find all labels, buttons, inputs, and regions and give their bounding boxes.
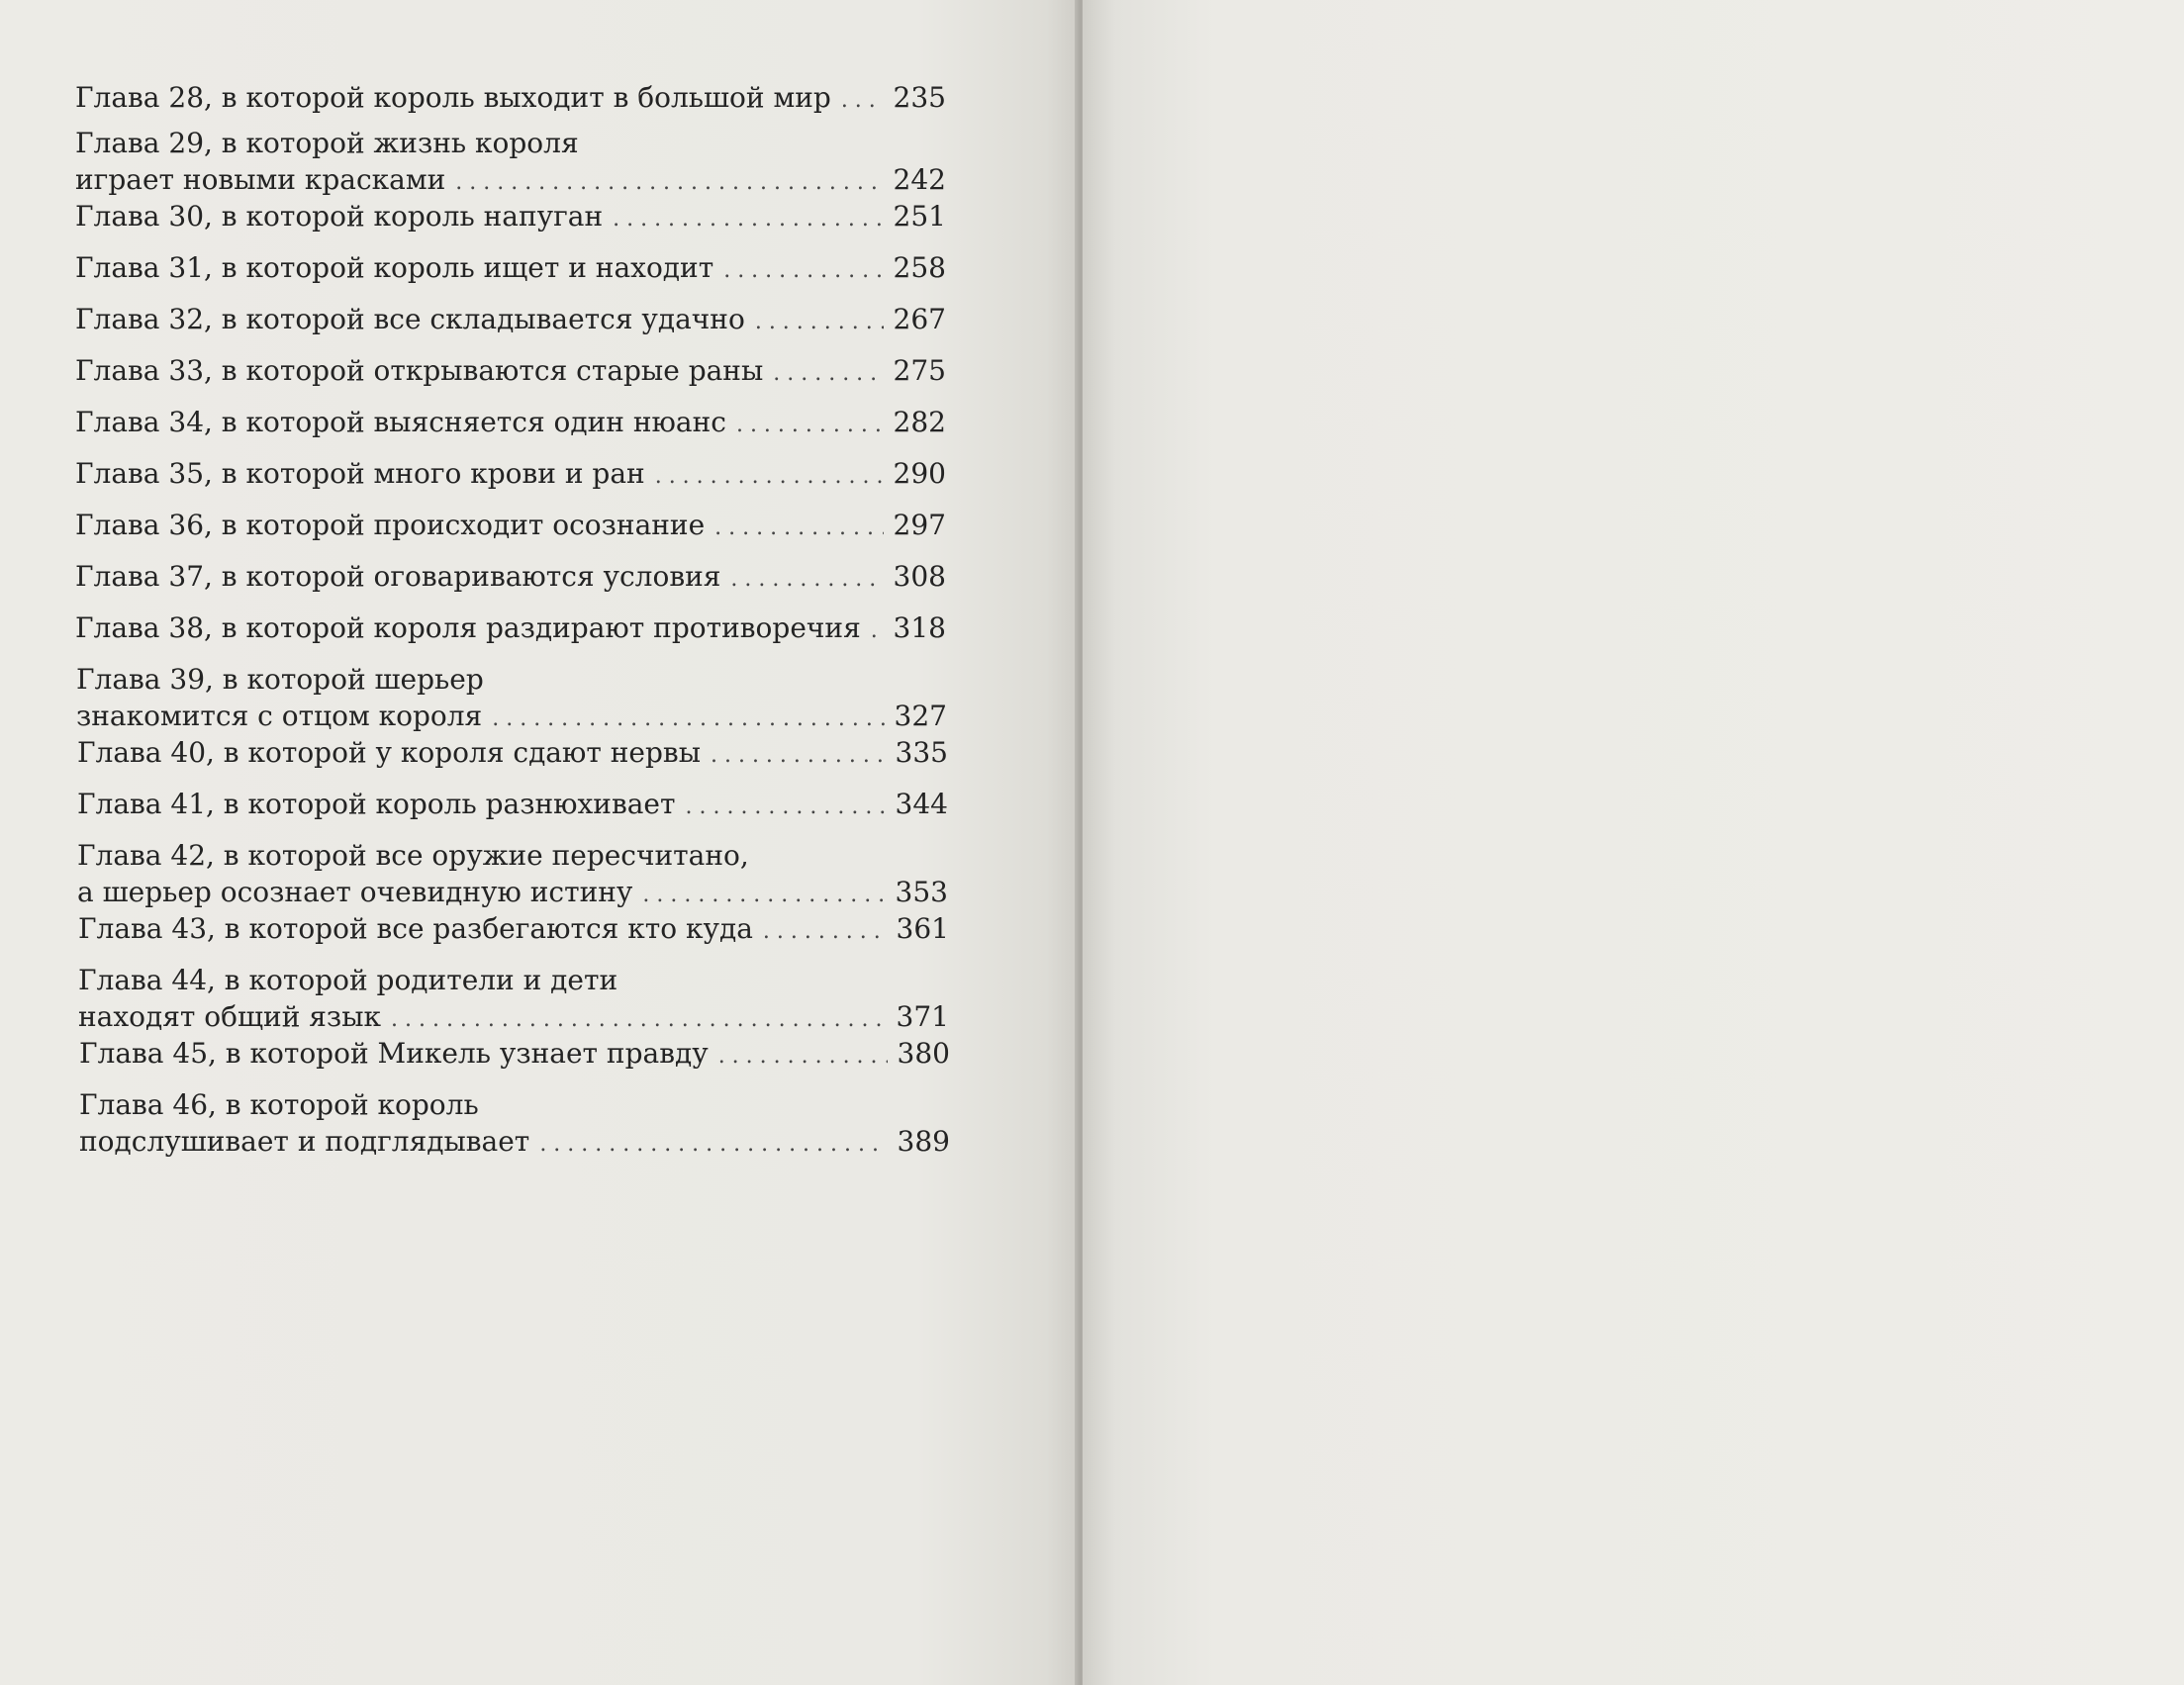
page-number: 371 <box>896 1000 949 1033</box>
dot-leader <box>718 1038 888 1075</box>
page-number: 297 <box>893 509 946 541</box>
toc-entry-line <box>75 161 946 201</box>
dot-leader <box>539 1126 887 1163</box>
toc-entry-line <box>75 352 946 392</box>
toc-entry <box>75 249 946 289</box>
chapter-title: Глава 44, в которой родители и дети <box>78 964 618 996</box>
dot-leader <box>841 82 884 119</box>
toc-entry-line <box>79 1086 950 1123</box>
chapter-title: подслушивает и подглядывает <box>79 1125 530 1158</box>
toc-entry <box>77 734 948 774</box>
toc-entry <box>75 79 946 119</box>
page-number: 242 <box>893 163 946 196</box>
page-number: 353 <box>895 876 948 908</box>
dot-leader <box>736 407 884 443</box>
toc-entry <box>78 910 949 950</box>
chapter-title: Глава 43, в которой все разбегаются кто куда <box>78 912 753 945</box>
right-page <box>1083 0 2184 1685</box>
chapter-title: Глава 39, в которой шерьер <box>76 663 484 696</box>
dot-leader <box>642 877 885 913</box>
toc-entry <box>78 962 949 1038</box>
toc-entry-line <box>77 874 948 913</box>
toc-entry-line <box>75 79 946 119</box>
dot-leader <box>711 737 886 774</box>
toc-entry-line <box>75 125 946 161</box>
toc-entry-line <box>75 455 946 495</box>
dot-leader <box>492 701 884 737</box>
chapter-title: Глава 40, в которой у короля сдают нервы <box>77 736 701 769</box>
toc-entry <box>75 198 946 237</box>
chapter-title: Глава 46, в которой король <box>79 1088 479 1121</box>
toc-entry-line <box>79 1123 950 1163</box>
chapter-title: Глава 38, в которой короля раздирают противоречия <box>75 611 861 644</box>
dot-leader <box>391 1001 887 1038</box>
chapter-title: Глава 41, в которой король разнюхивает <box>77 788 676 820</box>
toc-entry <box>77 837 948 913</box>
page-number: 361 <box>896 912 949 945</box>
toc-entry-line <box>77 837 948 874</box>
toc-entry <box>75 301 946 340</box>
toc-entry <box>75 507 946 546</box>
toc-entry <box>77 786 948 825</box>
toc-entry-line <box>75 249 946 289</box>
chapter-title: Глава 33, в которой открываются старые раны <box>75 354 764 387</box>
toc-entry-line <box>75 198 946 237</box>
toc-entry-line <box>75 507 946 546</box>
page-number: 235 <box>893 81 946 114</box>
toc-entry-line <box>75 301 946 340</box>
page-number: 389 <box>897 1125 950 1158</box>
toc-entry <box>75 455 946 495</box>
toc-entry-line <box>77 786 948 825</box>
dot-leader <box>686 789 886 825</box>
toc-entry-line <box>75 609 946 649</box>
toc-entry-line <box>77 734 948 774</box>
toc-entry-line <box>75 404 946 443</box>
page-number: 251 <box>893 200 946 233</box>
toc-entry <box>75 558 946 598</box>
chapter-title: Глава 31, в которой король ищет и находит <box>75 251 714 284</box>
toc-entry-line <box>78 998 949 1038</box>
toc-entry <box>75 125 946 201</box>
dot-leader <box>723 252 883 289</box>
chapter-title: Глава 36, в которой происходит осознание <box>75 509 706 541</box>
toc-entry-line <box>78 910 949 950</box>
chapter-title: Глава 29, в которой жизнь короля <box>75 127 579 159</box>
toc-entry-line <box>75 558 946 598</box>
page-number: 267 <box>893 303 946 335</box>
toc-entry-line <box>76 698 947 737</box>
chapter-title: а шерьер осознает очевидную истину <box>77 876 633 908</box>
toc-entry-line <box>76 661 947 698</box>
dot-leader <box>714 510 883 546</box>
page-number: 282 <box>893 406 946 438</box>
page-number: 318 <box>893 611 946 644</box>
chapter-title: знакомится с отцом короля <box>76 700 483 732</box>
chapter-title: Глава 35, в которой много крови и ран <box>75 457 645 490</box>
page-number: 258 <box>893 251 946 284</box>
left-page <box>0 0 1079 1685</box>
toc-entry <box>75 609 946 649</box>
page-number: 308 <box>893 560 946 593</box>
dot-leader <box>871 612 884 649</box>
toc-entry <box>75 404 946 443</box>
page-number: 344 <box>895 788 948 820</box>
chapter-title: Глава 37, в которой оговариваются условия <box>75 560 721 593</box>
chapter-title: играет новыми красками <box>75 163 446 196</box>
chapter-title: Глава 34, в которой выясняется один нюанс <box>75 406 726 438</box>
toc-entry <box>75 352 946 392</box>
toc-entry-line <box>78 962 949 998</box>
page-number: 290 <box>893 457 946 490</box>
dot-leader <box>763 913 887 950</box>
chapter-title: Глава 28, в которой король выходит в большой мир <box>75 81 831 114</box>
chapter-title: Глава 30, в которой король напуган <box>75 200 604 233</box>
dot-leader <box>730 561 883 598</box>
dot-leader <box>755 304 884 340</box>
chapter-title: Глава 45, в которой Микель узнает правду <box>79 1037 709 1070</box>
toc-entry <box>79 1035 950 1075</box>
dot-leader <box>773 355 883 392</box>
page-number: 380 <box>897 1037 950 1070</box>
dot-leader <box>455 164 883 201</box>
dot-leader <box>613 201 883 237</box>
chapter-title: Глава 42, в которой все оружие пересчитано, <box>77 839 749 872</box>
toc-entry-line <box>79 1035 950 1075</box>
page-number: 327 <box>894 700 947 732</box>
dot-leader <box>655 458 884 495</box>
chapter-title: Глава 32, в которой все складывается удачно <box>75 303 745 335</box>
toc-entry <box>79 1086 950 1163</box>
page-number: 335 <box>895 736 948 769</box>
chapter-title: находят общий язык <box>78 1000 381 1033</box>
page-number: 275 <box>893 354 946 387</box>
toc-entry <box>76 661 947 737</box>
